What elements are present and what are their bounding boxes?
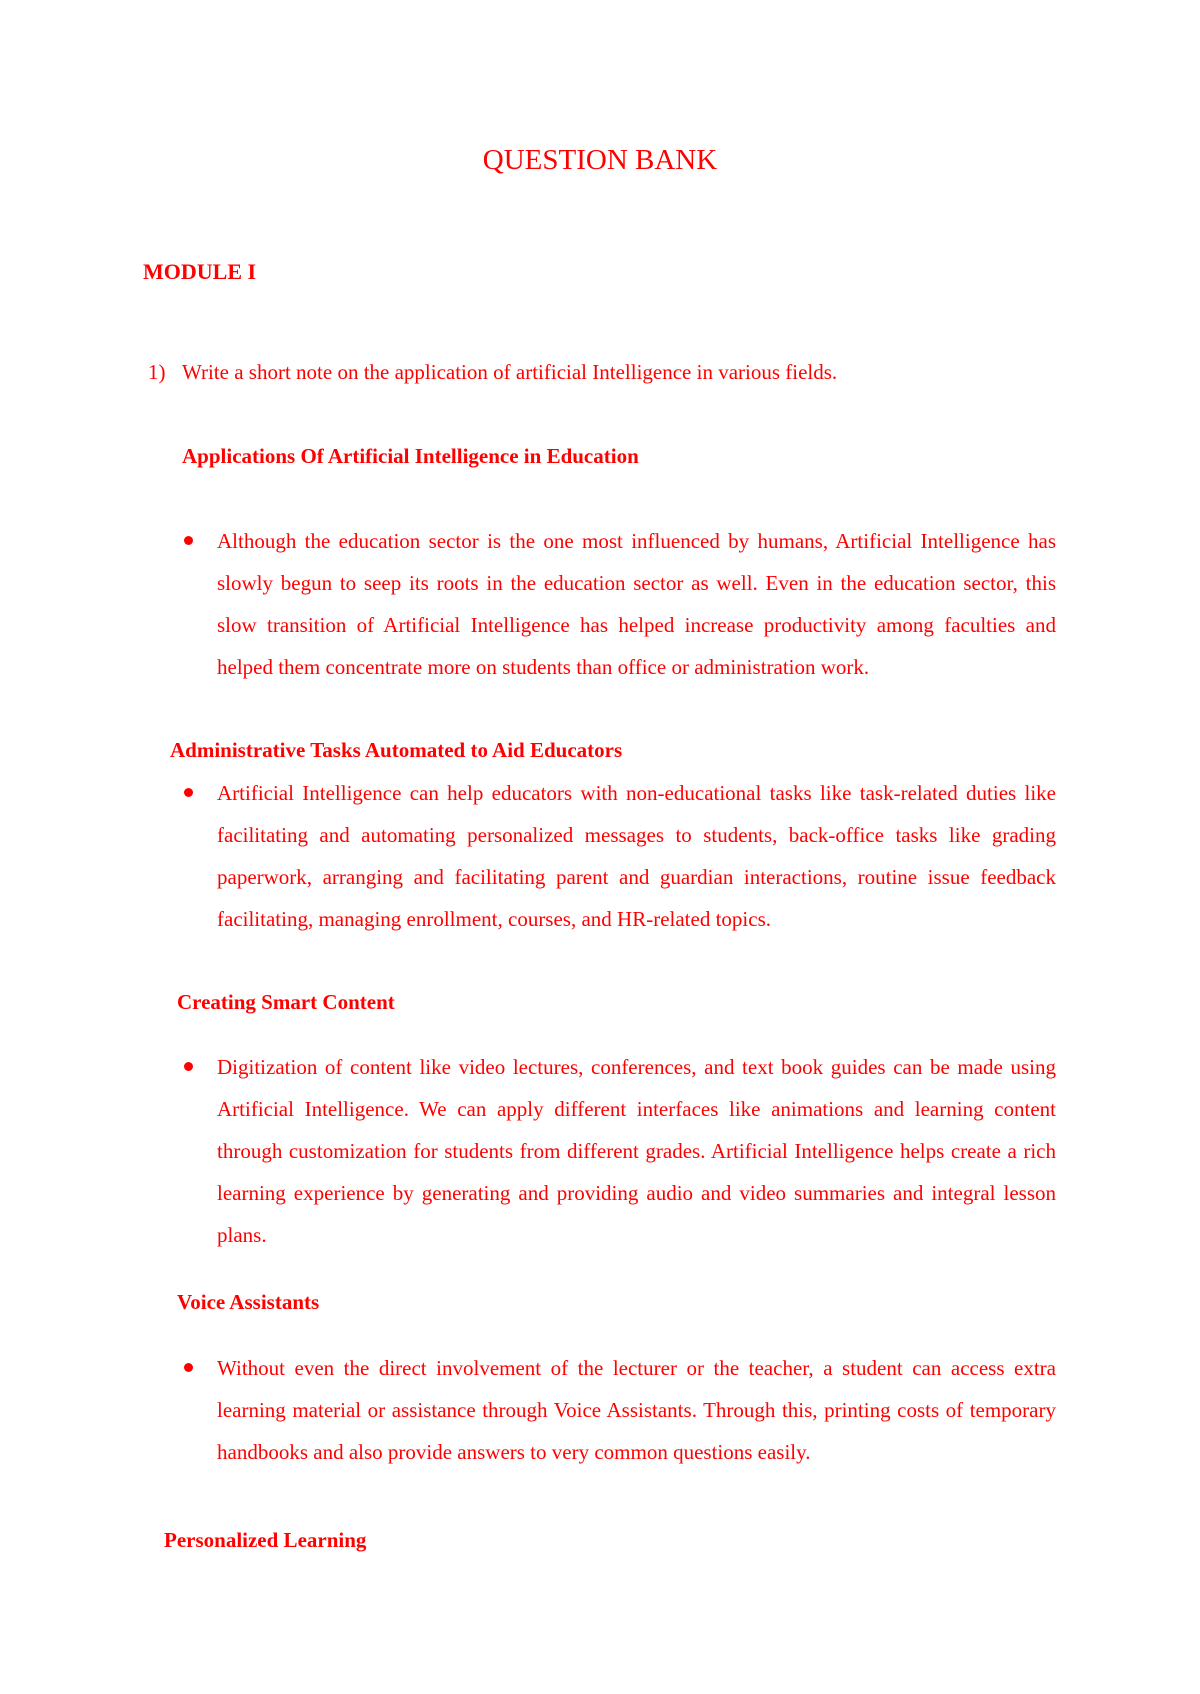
bullet-text: Without even the direct involvement of the lecturer or the teacher, a student can access extra learning material or assistance through Voice Assistants. Through this, printing costs of temporary handbooks and also provide answers to very common questions easily.	[217, 1356, 1056, 1464]
section-heading-smart-content: Creating Smart Content	[177, 990, 395, 1014]
bullet-item-smart-content	[176, 1046, 1056, 1256]
bullet-dot-icon	[184, 788, 193, 797]
page-title: QUESTION BANK	[482, 144, 718, 176]
bullet-item-education	[176, 520, 1056, 688]
bullet-text: Digitization of content like video lectures, conferences, and text book guides can be made using Artificial Intelligence. We can apply different interfaces like animations and learning content through customization for students from different grades. Artificial Intelligence helps create a rich learning experience by generating and providing audio and video summaries and integral lesson plans.	[217, 1055, 1056, 1247]
bullet-dot-icon	[184, 1363, 193, 1372]
bullet-item-voice-assistants	[176, 1347, 1056, 1473]
question-number: 1)	[148, 360, 166, 384]
bullet-text: Artificial Intelligence can help educators with non-educational tasks like task-related duties like facilitating and automating personalized messages to students, back-office tasks like grading paperwork, arranging and facilitating parent and guardian interactions, routine issue feedback facilitating, managing enrollment, courses, and HR-related topics.	[217, 781, 1056, 931]
module-heading: MODULE I	[143, 259, 257, 284]
bullet-text: Although the education sector is the one most influenced by humans, Artificial Intelligence has slowly begun to seep its roots in the education sector as well. Even in the education sector, this slow transition of Artificial Intelligence has helped increase productivity among faculties and helped them concentrate more on students than office or administration work.	[217, 529, 1056, 679]
bullet-item-administrative	[176, 772, 1056, 940]
bullet-dot-icon	[184, 1062, 193, 1071]
bullet-dot-icon	[184, 536, 193, 545]
section-heading-education: Applications Of Artificial Intelligence in Education	[182, 444, 639, 468]
section-heading-personalized-learning: Personalized Learning	[164, 1528, 367, 1552]
question-item	[148, 360, 837, 385]
section-heading-administrative: Administrative Tasks Automated to Aid Educators	[170, 738, 623, 762]
question-text: Write a short note on the application of artificial Intelligence in various fields.	[182, 360, 838, 384]
section-heading-voice-assistants: Voice Assistants	[177, 1290, 320, 1314]
